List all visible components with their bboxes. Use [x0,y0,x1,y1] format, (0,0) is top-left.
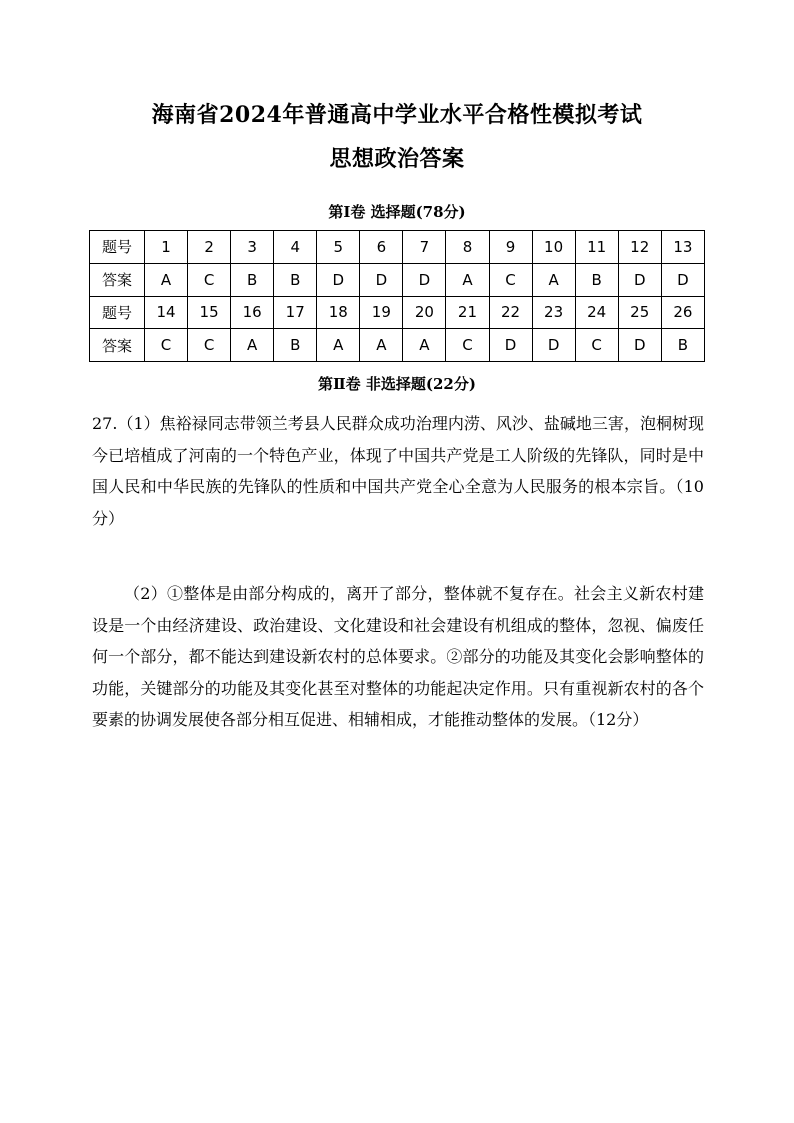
answer-cell: D [618,263,661,296]
page-subtitle: 思想政治答案 [329,146,465,172]
answer-cell: C [188,329,231,362]
answer-cell: C [446,329,489,362]
question-number-cell: 18 [317,296,360,329]
answer-cell: B [274,329,317,362]
answer-cell: A [446,263,489,296]
question-number-cell: 14 [145,296,188,329]
answer-27-part-2: （2）①整体是由部分构成的，离开了部分，整体就不复存在。社会主义新农村建设是一个由经济建设、政治建设、文化建设和社会建设有机组成的整体，忽视、偏废任何一个部分，都不能达到建设新农村的总体要求。②部分的功能及其变化会影响整体的功能，关键部分的功能及其变化甚至对整体的功能起决定作用。只有重视新农村的各个要素的协调发展使各部分相互促进、相辅相成，才能推动整体的发展。（12分） [92,584,704,729]
answer-cell: B [575,263,618,296]
row-label: 答案 [90,263,145,296]
question-number-cell: 26 [661,296,704,329]
answer-cell: D [403,263,446,296]
section-heading-nonchoice: 第Ⅱ卷 非选择题(22分) [318,375,476,393]
answer-cell: A [532,263,575,296]
question-number-cell: 16 [231,296,274,329]
answer-27-part-1: 27.（1）焦裕禄同志带领兰考县人民群众成功治理内涝、风沙、盐碱地三害，泡桐树现今已培植成了河南的一个特色产业，体现了中国共产党是工人阶级的先锋队，同时是中国人民和中华民族的先锋队的性质和中国共产党全心全意为人民服务的根本宗旨。（10分） [92,414,704,528]
answer-cell: C [575,329,618,362]
answer-cell: D [317,263,360,296]
table-row-numbers-2 [90,296,705,329]
page-title: 海南省2024年普通高中学业水平合格性模拟考试 [151,102,643,128]
answer-cell: D [532,329,575,362]
answer-cell: B [661,329,704,362]
question-number-cell: 6 [360,231,403,264]
table-row-answers-1 [90,263,705,296]
question-number-cell: 23 [532,296,575,329]
answer-cell: D [360,263,403,296]
table-row-numbers-1 [90,231,705,264]
row-label: 题号 [90,231,145,264]
answer-cell: A [360,329,403,362]
answer-cell: C [145,329,188,362]
answer-cell: D [489,329,532,362]
question-number-cell: 17 [274,296,317,329]
question-number-cell: 7 [403,231,446,264]
question-number-cell: 5 [317,231,360,264]
question-number-cell: 2 [188,231,231,264]
question-number-cell: 8 [446,231,489,264]
question-number-cell: 12 [618,231,661,264]
question-number-cell: 24 [575,296,618,329]
row-label: 题号 [90,296,145,329]
answer-cell: D [661,263,704,296]
answer-cell: C [489,263,532,296]
section-heading-choice: 第Ⅰ卷 选择题(78分) [328,203,466,221]
question-number-cell: 4 [274,231,317,264]
question-number-cell: 19 [360,296,403,329]
question-number-cell: 22 [489,296,532,329]
answer-cell: B [274,263,317,296]
answer-cell: C [188,263,231,296]
answer-cell: A [403,329,446,362]
row-label: 答案 [90,329,145,362]
question-number-cell: 25 [618,296,661,329]
answer-cell: A [145,263,188,296]
table-row-answers-2 [90,329,705,362]
question-number-cell: 1 [145,231,188,264]
answer-cell: A [317,329,360,362]
answer-cell: A [231,329,274,362]
question-number-cell: 21 [446,296,489,329]
question-number-cell: 20 [403,296,446,329]
question-number-cell: 11 [575,231,618,264]
question-number-cell: 3 [231,231,274,264]
question-number-cell: 13 [661,231,704,264]
question-number-cell: 15 [188,296,231,329]
answer-table [89,230,705,362]
question-number-cell: 9 [489,231,532,264]
answer-cell: D [618,329,661,362]
answer-cell: B [231,263,274,296]
question-number-cell: 10 [532,231,575,264]
